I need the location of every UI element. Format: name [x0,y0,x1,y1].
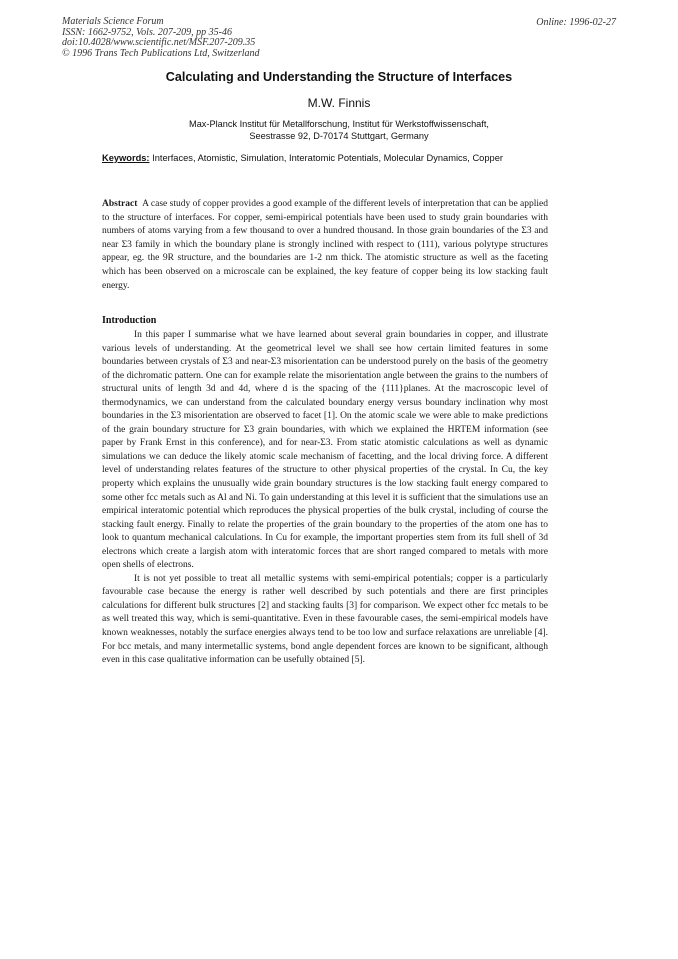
doi-line: doi:10.4028/www.scientific.net/MSF.207-209.35 [62,37,256,49]
abstract [102,198,548,293]
issn-line: ISSN: 1662-9752, Vols. 207-209, pp 35-46 [62,26,232,38]
online-date: Online: 1996-02-27 [536,17,616,28]
introduction-body [102,329,548,668]
keywords-label: Keywords: [102,153,150,163]
keywords-line [102,153,582,163]
paragraph: In this paper I summarise what we have learned about several grain boundaries in copper, and illustrate various levels of understanding. At the geometrical level we shall see how certain limited features in some boundaries between crystals of Σ3 and near-Σ3 misorientation can be understood purely on the basis of the geometry of the dichromatic pattern. One can for example relate the misorientation angle between the grains to the numbers of structural units of length 3d and 4d, where d is the spacing of the {111}planes. At the macroscopic level of thermodynamics, we can understand from the calculated boundary energy versus boundary inclination why most boundaries in the Σ3 misorientation are observed to facet [1]. On the atomic scale we were able to make predictions of the grain boundary structure for Σ3 grain boundaries, with which we explained the HRTEM information (see paper by Frank Ernst in this conference), and for near-Σ3. From static atomistic calculations as well as dynamic simulations we can deduce the likely atomic scale mechanism of facetting, and the local driving force. A different level of understanding relates features of the structure to other physical properties of the crystal. In Cu, the key property which explains the unusually wide grain boundary structures is the low stacking fault energy compared to some other fcc metals such as Al and Ni. To gain understanding at this level it is sufficient that the simulations use an empirical interatomic potential which reproduces the physical properties of the bulk crystal, including of course the stacking fault energy. Finally to relate the properties of the grain boundary to the properties of the atom one has to look to quantum mechanical calculations. In Cu for example, the important properties stem from its full shell of 3d electrons which create a largish atom with interatomic forces that are short ranged compared to metals with more open shells of electrons. [102,330,548,571]
paragraph: It is not yet possible to treat all metallic systems with semi-empirical potentials; copper is a particularly favourable case because the energy is rather well described by such potentials and there are first principles calculations for different bulk structures [2] and stacking faults [3] for comparison. We expect other fcc metals to be as well treated this way, which is semi-quantitative. Even in these favourable cases, the semi-empirical models have known weaknesses, notably the surface energies always tend to be too low and surface relaxations are unreliable [4]. For bcc metals, and many intermetallic systems, bond angle dependent forces are known to be significant, although even in this case qualitative information can be usefully obtained [5]. [102,573,548,666]
paper-title: Calculating and Understanding the Structure of Interfaces [165,70,513,84]
abstract-label: Abstract [102,199,138,209]
keywords-list: Interfaces, Atomistic, Simulation, Interatomic Potentials, Molecular Dynamics, Copper [152,153,503,163]
paper-author: M.W. Finnis [307,96,371,110]
affiliation-line: Max-Planck Institut für Metallforschung, Institut für Werkstoffwissenschaft, [189,119,489,129]
affiliation-line: Seestrasse 92, D-70174 Stuttgart, Germany [249,131,429,141]
abstract-text: A case study of copper provides a good example of the different levels of interpretation that can be applied to the structure of interfaces. For copper, semi-empirical potentials have been used to study grain boundaries with numbers of atoms varying from a few thousand to over a hundred thousand. In those grain boundaries of the Σ3 and near Σ3 family in which the boundary plane is strongly inclined with respect to (111), various polytype structures appear, eg. the 9R structure, and the boundaries are 1-2 nm thick. The atomistic structure as well as the faceting which has been observed on a microscale can be explained, the key feature of copper being its low stacking fault energy. [102,199,549,291]
copyright-line: © 1996 Trans Tech Publications Ltd, Switzerland [62,47,260,59]
section-heading-introduction: Introduction [102,315,157,326]
journal-name: Materials Science Forum [62,16,164,27]
publication-info [62,17,260,59]
author-affiliation [0,118,678,142]
